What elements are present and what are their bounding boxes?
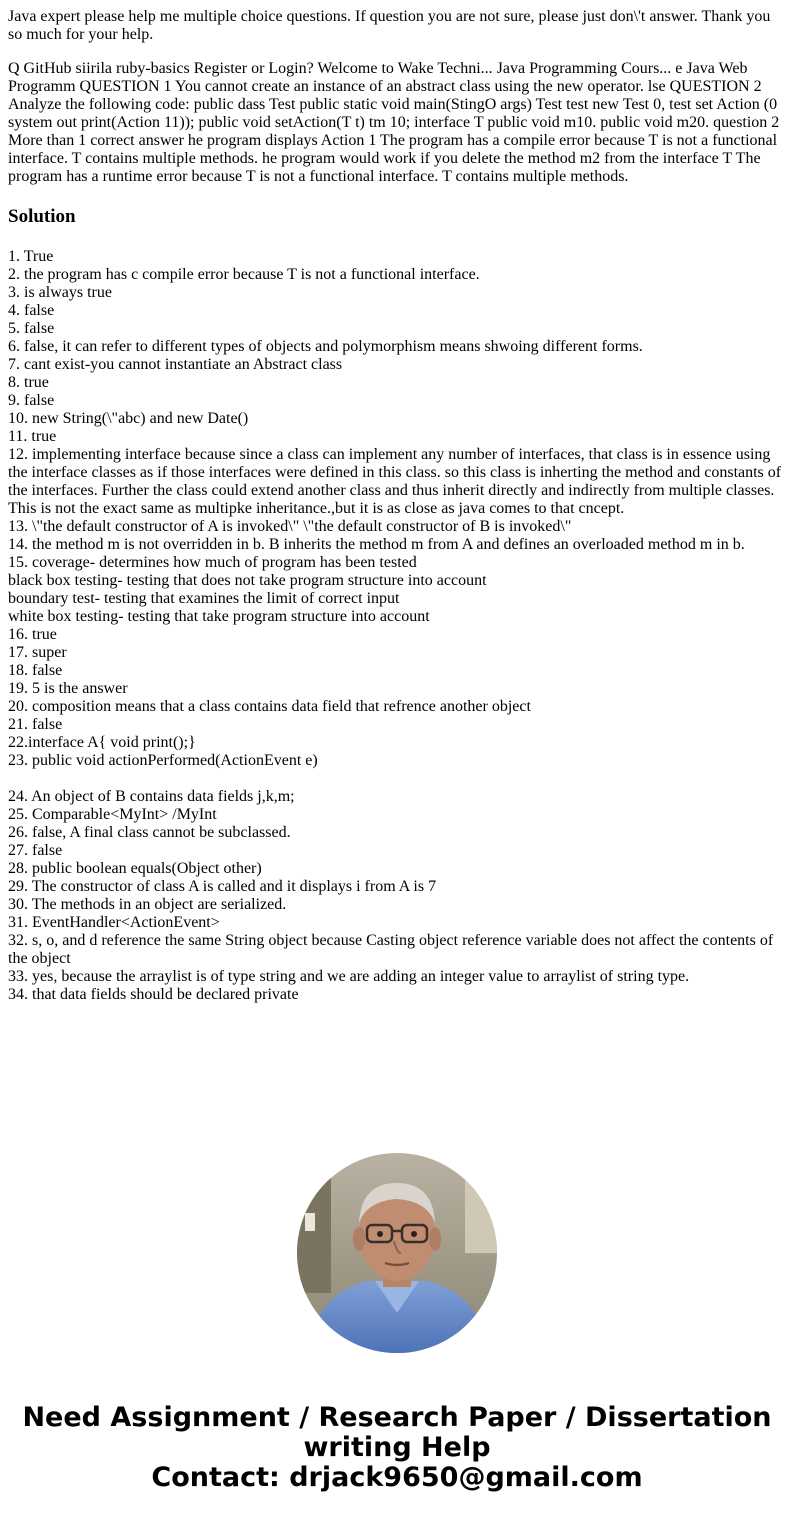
answer-line: 21. false: [8, 716, 63, 733]
answer-list-a: [8, 248, 786, 770]
answer-line: 16. true: [8, 626, 57, 643]
answer-line: 1. True: [8, 248, 54, 265]
answer-line: 30. The methods in an object are serialized.: [8, 896, 287, 913]
answer-line: white box testing- testing that take program structure into account: [8, 608, 430, 625]
answer-line: 24. An object of B contains data fields j,k,m;: [8, 788, 295, 805]
spacer: [8, 770, 786, 788]
answer-line: 6. false, it can refer to different types of objects and polymorphism means shwoing different forms.: [8, 338, 643, 355]
answer-line: 10. new String(\"abc) and new Date(): [8, 410, 249, 427]
answer-line: black box testing- testing that does not take program structure into account: [8, 572, 487, 589]
answer-line: 33. yes, because the arraylist is of type string and we are adding an integer value to arraylist of string type.: [8, 968, 690, 985]
answer-line: 34. that data fields should be declared private: [8, 986, 299, 1003]
answer-line: 19. 5 is the answer: [8, 680, 128, 697]
answer-line: 32. s, o, and d reference the same String object because Casting object reference variable does not affect the contents of the object: [8, 932, 774, 967]
answer-line: 22.interface A{ void print();}: [8, 734, 196, 751]
answer-line: 29. The constructor of class A is called and it displays i from A is 7: [8, 878, 437, 895]
answer-list-b: [8, 788, 786, 1004]
answer-line: 2. the program has c compile error because T is not a functional interface.: [8, 266, 480, 283]
answer-line: 8. true: [8, 374, 49, 391]
answer-line: 7. cant exist-you cannot instantiate an Abstract class: [8, 356, 343, 373]
contact-email: Contact: drjack9650@gmail.com: [151, 1462, 643, 1493]
answer-line: boundary test- testing that examines the limit of correct input: [8, 590, 400, 607]
answer-line: 23. public void actionPerformed(ActionEvent e): [8, 752, 318, 769]
answer-line: 5. false: [8, 320, 55, 337]
answer-line: 4. false: [8, 302, 55, 319]
answer-line: 18. false: [8, 662, 63, 679]
question-body: Q GitHub siirila ruby-basics Register or Login? Welcome to Wake Techni... Java Programming Cours... e Java Web Programm QUESTION 1 You cannot create an instance of an abstract class using the new operator. lse QUESTION 2 Analyze the following code: public dass Test public static void main(StingO args) Test test new Test 0, test set Action (0 system out print(Action 11)); public void setAction(T t) tm 10; interface T public void m10. public void m20. question 2 More than 1 correct answer he program displays Action 1 The program has a compile error because T is not a functional interface. T contains multiple methods. he program would work if you delete the method m2 from the interface T The program has a runtime error because T is not a functional interface. T contains multiple methods.: [8, 60, 780, 185]
answer-line: 9. false: [8, 392, 55, 409]
answer-line: 26. false, A final class cannot be subclassed.: [8, 824, 291, 841]
question-intro: Java expert please help me multiple choice questions. If question you are not sure, please just don\'t answer. Thank you so much for your help.: [8, 8, 771, 43]
answer-line: 11. true: [8, 428, 57, 445]
answer-line: 13. \"the default constructor of A is invoked\" \"the default constructor of B is invoked\": [8, 518, 572, 535]
contact-banner: [0, 1403, 794, 1493]
author-avatar: [297, 1153, 497, 1353]
answer-line: 14. the method m is not overridden in b. B inherits the method m from A and defines an overloaded method m in b.: [8, 536, 745, 553]
answer-line: 12. implementing interface because since a class can implement any number of interfaces, that class is in essence using the interface classes as if those interfaces were defined in this class. so this class is inherting the method and constants of the interfaces. Further the class could extend another class and thus inherit directly and indirectly from multiple classes. This is not the exact same as multipke inheritance.,but it is as close as java comes to that cncept.: [8, 446, 782, 517]
answer-line: 25. Comparable<MyInt> /MyInt: [8, 806, 217, 823]
answer-line: 20. composition means that a class contains data field that refrence another object: [8, 698, 531, 715]
answer-line: 15. coverage- determines how much of program has been tested: [8, 554, 417, 571]
answer-line: 28. public boolean equals(Object other): [8, 860, 262, 877]
document: [8, 8, 786, 1004]
answer-line: 27. false: [8, 842, 63, 859]
answer-line: 3. is always true: [8, 284, 112, 301]
author-portrait-image: [297, 1153, 497, 1353]
solution-heading: Solution: [8, 206, 76, 227]
contact-headline: Need Assignment / Research Paper / Dissertation writing Help: [22, 1402, 772, 1463]
answer-line: 17. super: [8, 644, 67, 661]
answer-line: 31. EventHandler<ActionEvent>: [8, 914, 220, 931]
